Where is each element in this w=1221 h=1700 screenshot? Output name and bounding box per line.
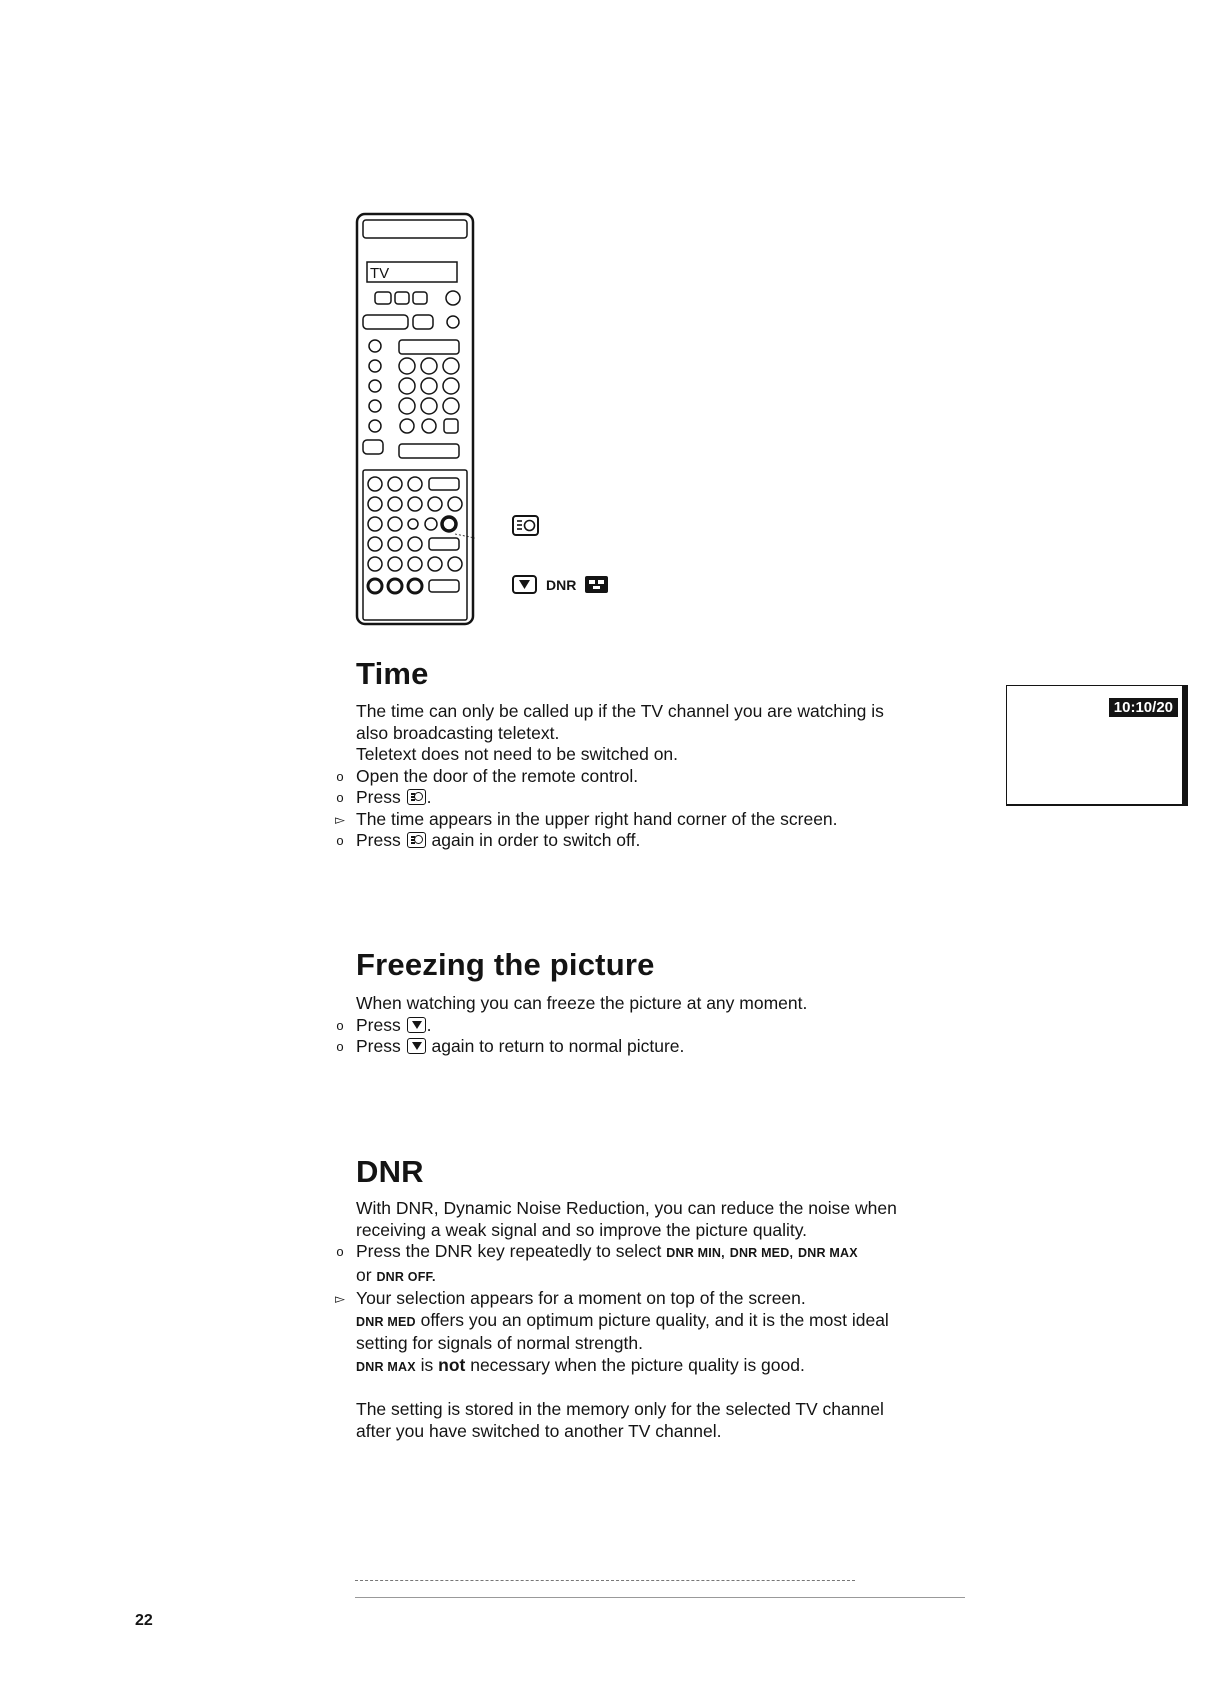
dnr-step-text: Press the DNR key repeatedly to select	[356, 1241, 662, 1261]
bullet-marker: o	[336, 1244, 344, 1259]
teletext-clock-key-icon	[407, 789, 426, 805]
freeze-key-icon	[512, 575, 538, 595]
dnr-key-icon	[584, 575, 610, 595]
result-marker: ▻	[335, 1291, 345, 1306]
section-heading-time: Time	[356, 656, 429, 691]
dnr-step-continued	[356, 1265, 966, 1289]
time-step	[336, 830, 966, 852]
dnr-result	[335, 1288, 966, 1310]
freeze-body	[336, 993, 966, 1058]
teletext-clock-key-icon	[512, 515, 540, 537]
dnr-option-max: DNR MAX	[798, 1246, 858, 1260]
freeze-key-icon	[407, 1017, 426, 1033]
bullet-marker: o	[336, 1039, 344, 1054]
time-body	[335, 701, 966, 852]
dnr-med-line: setting for signals of normal strength.	[356, 1333, 643, 1353]
time-step-text: Press	[356, 787, 401, 807]
dnr-med-text: offers you an optimum picture quality, and it is the most ideal	[420, 1309, 889, 1330]
bullet-marker: o	[336, 790, 344, 805]
time-intro-line: Teletext does not need to be switched on.	[356, 744, 679, 764]
freeze-step-text: again to return to normal picture.	[431, 1036, 685, 1056]
time-intro-line: The time can only be called up if the TV channel you are watching is	[356, 701, 884, 721]
section-heading-freeze: Freezing the picture	[356, 947, 655, 982]
bullet-marker: o	[336, 833, 344, 848]
dnr-max-label: DNR MAX	[356, 1359, 416, 1374]
bullet-marker: o	[336, 1017, 344, 1033]
time-result-text: The time appears in the upper right hand corner of the screen.	[356, 808, 838, 829]
teletext-clock-key-icon	[407, 832, 426, 848]
dnr-intro-line: With DNR, Dynamic Noise Reduction, you can reduce the noise when	[356, 1198, 897, 1218]
dnr-option-min: DNR MIN,	[666, 1246, 725, 1260]
dnr-result-text: Your selection appears for a moment on top of the screen.	[356, 1288, 806, 1308]
dnr-step-text: or	[356, 1264, 372, 1285]
footer-rule	[355, 1597, 965, 1598]
dnr-max-emphasis: not	[438, 1354, 466, 1375]
time-result	[335, 808, 966, 831]
footer-rule	[355, 1580, 855, 1581]
bullet-marker: o	[336, 768, 344, 784]
freeze-step-text: .	[426, 1014, 432, 1035]
time-step-text: Open the door of the remote control.	[356, 765, 639, 786]
dnr-note-line: after you have switched to another TV channel.	[356, 1420, 722, 1441]
tv-screen-illustration	[1006, 685, 1188, 806]
page-number: 22	[135, 1612, 153, 1629]
screen-clock: 10:10/20	[1109, 698, 1178, 717]
dnr-med-line	[356, 1310, 966, 1334]
section-heading-dnr: DNR	[356, 1154, 424, 1189]
dnr-option-med: DNR MED,	[729, 1246, 794, 1260]
result-marker: ▻	[335, 811, 345, 827]
freeze-key-icon	[407, 1038, 426, 1054]
time-step-text: .	[426, 787, 432, 807]
dnr-max-text: is	[420, 1354, 434, 1375]
dnr-max-text: necessary when the picture quality is good.	[470, 1354, 805, 1375]
dnr-max-line	[356, 1355, 966, 1379]
dnr-option-off: DNR OFF.	[376, 1269, 436, 1284]
dnr-callout-label: DNR	[546, 577, 577, 593]
dnr-med-label: DNR MED	[356, 1314, 416, 1329]
time-step-text: Press	[356, 830, 401, 850]
freeze-step	[336, 1014, 966, 1037]
freeze-step	[336, 1036, 966, 1058]
dnr-step	[336, 1241, 966, 1265]
time-step	[336, 787, 966, 809]
dnr-body	[335, 1198, 966, 1442]
freeze-intro: When watching you can freeze the picture at any moment.	[356, 993, 808, 1013]
freeze-step-text: Press	[356, 1036, 401, 1056]
remote-display-label: TV	[370, 265, 390, 282]
dnr-intro-line: receiving a weak signal and so improve the picture quality.	[356, 1219, 808, 1240]
time-step	[336, 765, 966, 788]
remote-control-illustration	[355, 212, 475, 627]
time-intro-line: also broadcasting teletext.	[356, 722, 560, 743]
dnr-note-line: The setting is stored in the memory only for the selected TV channel	[356, 1399, 884, 1419]
time-step-text: again in order to switch off.	[431, 830, 641, 850]
freeze-step-text: Press	[356, 1014, 401, 1035]
